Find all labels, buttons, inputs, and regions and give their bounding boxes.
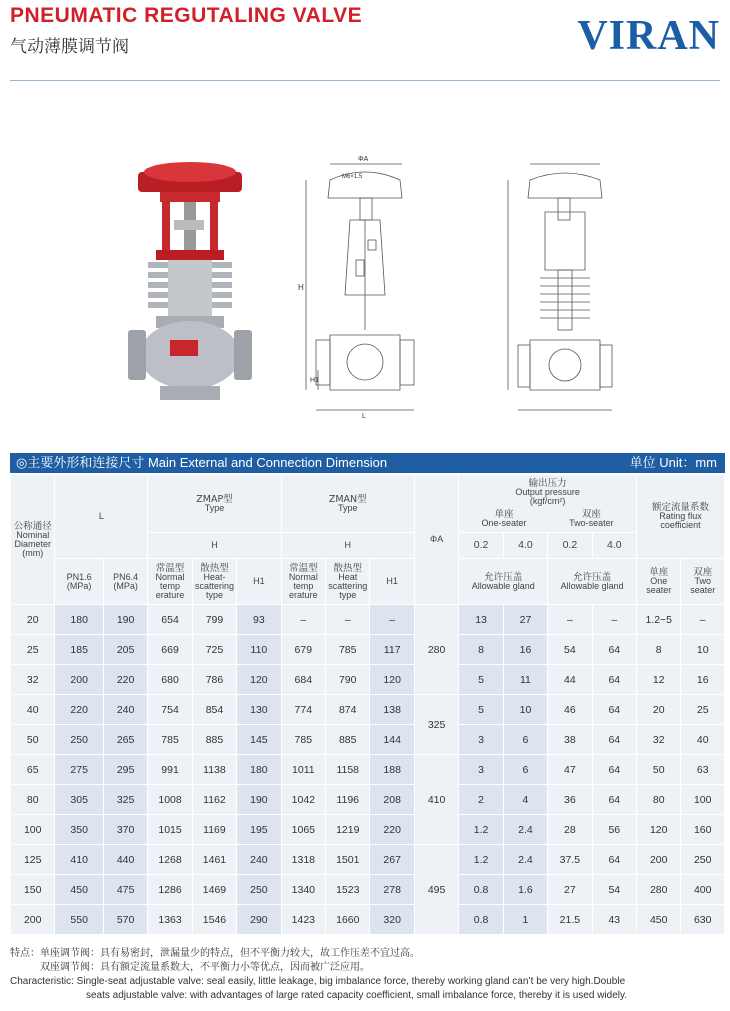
hdr-p40a: 4.0 — [503, 533, 547, 559]
table-cell: 195 — [237, 815, 281, 845]
table-cell: 854 — [192, 695, 236, 725]
hdr-zmap: ZMAP型 Type — [148, 475, 281, 533]
table-row — [11, 635, 725, 665]
table-cell: 450 — [637, 905, 681, 935]
table-cell: 280 — [637, 875, 681, 905]
table-row — [11, 725, 725, 755]
hdr-L: L — [55, 475, 148, 559]
table-cell: 25 — [681, 695, 725, 725]
brand-logo: VIRAN — [577, 13, 720, 59]
table-cell: 240 — [103, 695, 147, 725]
table-cell: 180 — [237, 755, 281, 785]
table-cell: 37.5 — [548, 845, 592, 875]
table-cell: 145 — [237, 725, 281, 755]
valve-photo — [120, 150, 260, 420]
table-cell: 1.2~5 — [637, 605, 681, 635]
table-cell: 100 — [11, 815, 55, 845]
table-cell: 150 — [11, 875, 55, 905]
table-cell: 0.8 — [459, 905, 503, 935]
table-cell: 1363 — [148, 905, 192, 935]
table-cell: 27 — [548, 875, 592, 905]
table-cell: 1011 — [281, 755, 325, 785]
table-cell: 200 — [11, 905, 55, 935]
table-cell: 669 — [148, 635, 192, 665]
table-cell: 1196 — [326, 785, 370, 815]
hdr-p02a: 0.2 — [459, 533, 503, 559]
table-cell: 27 — [503, 605, 547, 635]
table-cell: 20 — [637, 695, 681, 725]
dim-H1-label: H1 — [310, 377, 319, 384]
table-cell: 679 — [281, 635, 325, 665]
table-row — [11, 695, 725, 725]
table-cell: 130 — [237, 695, 281, 725]
table-row — [11, 875, 725, 905]
table-cell: 1660 — [326, 905, 370, 935]
table-cell: 570 — [103, 905, 147, 935]
table-cell: 1469 — [192, 875, 236, 905]
table-cell: 4 — [503, 785, 547, 815]
table-cell: 190 — [103, 605, 147, 635]
hdr-flux-one: 单座 One seater — [637, 559, 681, 605]
table-cell: 1546 — [192, 905, 236, 935]
table-cell: 50 — [11, 725, 55, 755]
table-cell: 80 — [11, 785, 55, 815]
table-cell: 320 — [370, 905, 414, 935]
table-cell: 40 — [11, 695, 55, 725]
table-cell: 220 — [55, 695, 103, 725]
table-cell: 63 — [681, 755, 725, 785]
table-cell: 295 — [103, 755, 147, 785]
hdr-p02b: 0.2 — [548, 533, 592, 559]
table-cell: 205 — [103, 635, 147, 665]
table-cell: 16 — [503, 635, 547, 665]
table-cell: 1158 — [326, 755, 370, 785]
table-cell: 20 — [11, 605, 55, 635]
table-cell: 144 — [370, 725, 414, 755]
hdr-zmap-H: H — [148, 533, 281, 559]
table-cell: 50 — [637, 755, 681, 785]
characteristic-notes — [10, 947, 627, 1003]
table-cell: 475 — [103, 875, 147, 905]
table-cell: – — [370, 605, 414, 635]
table-cell: 1268 — [148, 845, 192, 875]
table-cell: 1.2 — [459, 815, 503, 845]
table-cell: 278 — [370, 875, 414, 905]
table-cell: 32 — [637, 725, 681, 755]
table-cell: 1318 — [281, 845, 325, 875]
table-cell: 200 — [637, 845, 681, 875]
table-cell: 250 — [237, 875, 281, 905]
table-cell: 117 — [370, 635, 414, 665]
hdr-zman-H: H — [281, 533, 414, 559]
phiA-cell: 410 — [414, 755, 458, 845]
table-cell: 450 — [55, 875, 103, 905]
table-row — [11, 665, 725, 695]
table-cell: 1501 — [326, 845, 370, 875]
table-cell: 10 — [681, 635, 725, 665]
note-cn-1: 特点：单座调节阀：具有易密封，泄漏量少的特点，但不平衡力较大，故工作压差不宜过高。 — [10, 948, 420, 959]
table-unit: 单位 Unit：mm — [629, 455, 717, 470]
table-cell: 1138 — [192, 755, 236, 785]
table-cell: 684 — [281, 665, 325, 695]
table-cell: 64 — [592, 695, 636, 725]
title-en: PNEUMATIC REGUTALING VALVE — [10, 4, 363, 27]
table-cell: 38 — [548, 725, 592, 755]
table-cell: 93 — [237, 605, 281, 635]
table-cell: 44 — [548, 665, 592, 695]
table-banner — [10, 453, 725, 473]
hdr-pn16: PN1.6 (MPa) — [55, 559, 103, 605]
table-cell: 220 — [370, 815, 414, 845]
table-row — [11, 785, 725, 815]
title-cn: 气动薄膜调节阀 — [10, 37, 129, 57]
hdr-flux: 额定流量系数 Rating flux coefficient — [637, 475, 725, 559]
hdr-two-seat-cn: 双座 — [581, 509, 601, 520]
hdr-zman-normal: 常温型 Normal temp erature — [281, 559, 325, 605]
table-cell: 64 — [592, 635, 636, 665]
table-cell: 138 — [370, 695, 414, 725]
table-cell: 275 — [55, 755, 103, 785]
table-cell: 885 — [192, 725, 236, 755]
table-cell: 2.4 — [503, 845, 547, 875]
table-cell: 325 — [103, 785, 147, 815]
table-cell: 185 — [55, 635, 103, 665]
hdr-gland-b: 允许压盖 Allowable gland — [548, 559, 637, 605]
table-cell: 1.2 — [459, 845, 503, 875]
table-cell: 40 — [681, 725, 725, 755]
table-cell: 6 — [503, 755, 547, 785]
table-cell: 32 — [11, 665, 55, 695]
table-cell: 267 — [370, 845, 414, 875]
hdr-one-seat-en: One-seater — [481, 518, 527, 528]
table-cell: 3 — [459, 755, 503, 785]
table-cell: 56 — [592, 815, 636, 845]
hdr-flux-two: 双座 Two seater — [681, 559, 725, 605]
table-cell: 240 — [237, 845, 281, 875]
table-row — [11, 845, 725, 875]
table-cell: 799 — [192, 605, 236, 635]
table-cell: 2 — [459, 785, 503, 815]
hdr-zmap-heat: 散热型 Heat- scattering type — [192, 559, 236, 605]
dimension-table — [10, 474, 725, 935]
table-cell: 12 — [637, 665, 681, 695]
table-cell: 2.4 — [503, 815, 547, 845]
hdr-zman-heat: 散热型 Heat scattering type — [326, 559, 370, 605]
table-cell: 1461 — [192, 845, 236, 875]
table-cell: 65 — [11, 755, 55, 785]
table-cell: 208 — [370, 785, 414, 815]
table-cell: 160 — [681, 815, 725, 845]
table-cell: 1169 — [192, 815, 236, 845]
hdr-output-pressure: 输出压力 Output pressure (kgf/cm²) 单座 One-seater 双座 Two-seater — [459, 475, 637, 533]
table-cell: 10 — [503, 695, 547, 725]
table-cell: 180 — [55, 605, 103, 635]
table-cell: 64 — [592, 845, 636, 875]
table-cell: 1042 — [281, 785, 325, 815]
table-cell: 188 — [370, 755, 414, 785]
table-row — [11, 755, 725, 785]
phiA-cell: 325 — [414, 695, 458, 755]
table-cell: 305 — [55, 785, 103, 815]
zman-dimension-drawing — [500, 150, 630, 420]
hdr-zman-H1: H1 — [370, 559, 414, 605]
table-cell: 1219 — [326, 815, 370, 845]
hdr-zmap-H1: H1 — [237, 559, 281, 605]
table-cell: 440 — [103, 845, 147, 875]
table-cell: 774 — [281, 695, 325, 725]
phiA-cell: 495 — [414, 845, 458, 935]
table-cell: 1523 — [326, 875, 370, 905]
table-cell: 1.6 — [503, 875, 547, 905]
table-cell: 125 — [11, 845, 55, 875]
table-cell: 654 — [148, 605, 192, 635]
table-cell: 1015 — [148, 815, 192, 845]
table-cell: 785 — [148, 725, 192, 755]
table-cell: 8 — [637, 635, 681, 665]
table-cell: 64 — [592, 755, 636, 785]
table-body — [11, 605, 725, 935]
table-cell: 725 — [192, 635, 236, 665]
table-cell: 80 — [637, 785, 681, 815]
table-cell: 1340 — [281, 875, 325, 905]
table-cell: 350 — [55, 815, 103, 845]
dim-phiA-label: ΦA — [358, 156, 369, 163]
table-cell: 64 — [592, 785, 636, 815]
table-cell: 885 — [326, 725, 370, 755]
table-cell: 1162 — [192, 785, 236, 815]
zmap-dimension-drawing — [290, 150, 440, 420]
table-cell: 5 — [459, 695, 503, 725]
table-cell: 1065 — [281, 815, 325, 845]
table-cell: 190 — [237, 785, 281, 815]
table-cell: 785 — [326, 635, 370, 665]
table-cell: 6 — [503, 725, 547, 755]
table-cell: 0.8 — [459, 875, 503, 905]
table-cell: – — [592, 605, 636, 635]
table-cell: 25 — [11, 635, 55, 665]
table-cell: 786 — [192, 665, 236, 695]
table-cell: 630 — [681, 905, 725, 935]
table-cell: 400 — [681, 875, 725, 905]
hdr-two-seat-en: Two-seater — [569, 518, 614, 528]
table-cell: 100 — [681, 785, 725, 815]
table-cell: 120 — [370, 665, 414, 695]
table-cell: – — [281, 605, 325, 635]
table-cell: – — [681, 605, 725, 635]
table-banner-title: ◎主要外形和连接尺寸 Main External and Connection Dimension — [16, 455, 388, 470]
table-cell: 21.5 — [548, 905, 592, 935]
table-cell: 120 — [237, 665, 281, 695]
table-cell: – — [326, 605, 370, 635]
table-cell: 1008 — [148, 785, 192, 815]
table-cell: 3 — [459, 725, 503, 755]
table-cell: 47 — [548, 755, 592, 785]
table-cell: 220 — [103, 665, 147, 695]
table-cell: – — [548, 605, 592, 635]
table-cell: 64 — [592, 665, 636, 695]
table-cell: 200 — [55, 665, 103, 695]
table-cell: 991 — [148, 755, 192, 785]
note-en-1: Characteristic: Single-seat adjustable valve: seal easily, little leakage, big imbalance force, thereby working gland can’t be very high.Double — [10, 976, 626, 987]
table-cell: 290 — [237, 905, 281, 935]
hdr-one-seat-cn: 单座 — [494, 509, 514, 520]
hdr-gland-a: 允许压盖 Allowable gland — [459, 559, 548, 605]
dim-H-label: H — [298, 283, 304, 292]
table-cell: 1 — [503, 905, 547, 935]
table-cell: 1286 — [148, 875, 192, 905]
header-divider — [10, 80, 720, 81]
hdr-phiA: ΦA — [414, 475, 458, 605]
table-cell: 754 — [148, 695, 192, 725]
table-cell: 874 — [326, 695, 370, 725]
hdr-pn64: PN6.4 (MPa) — [103, 559, 147, 605]
table-row — [11, 905, 725, 935]
table-cell: 110 — [237, 635, 281, 665]
table-cell: 16 — [681, 665, 725, 695]
table-cell: 250 — [55, 725, 103, 755]
table-cell: 54 — [592, 875, 636, 905]
phiA-cell: 280 — [414, 605, 458, 695]
table-cell: 46 — [548, 695, 592, 725]
table-cell: 64 — [592, 725, 636, 755]
table-cell: 120 — [637, 815, 681, 845]
note-cn-2: 双座调节阀：具有额定流量系数大，不平衡力小等优点，因而被广泛应用。 — [40, 962, 370, 973]
table-row — [11, 605, 725, 635]
note-en-2: seats adjustable valve: with advantages of large rated capacity coefficient, small imbalance force, thereby it is used widely. — [86, 990, 628, 1001]
table-cell: 13 — [459, 605, 503, 635]
table-cell: 43 — [592, 905, 636, 935]
table-cell: 785 — [281, 725, 325, 755]
hdr-zmap-normal: 常温型 Normal temp erature — [148, 559, 192, 605]
table-cell: 1423 — [281, 905, 325, 935]
table-cell: 36 — [548, 785, 592, 815]
table-cell: 370 — [103, 815, 147, 845]
table-cell: 54 — [548, 635, 592, 665]
table-cell: 5 — [459, 665, 503, 695]
table-cell: 11 — [503, 665, 547, 695]
table-cell: 250 — [681, 845, 725, 875]
dim-m6-label: M6×1.5 — [342, 174, 363, 180]
hdr-nominal: 公称通径 Nominal Diameter (mm) — [11, 475, 55, 605]
table-cell: 265 — [103, 725, 147, 755]
table-cell: 8 — [459, 635, 503, 665]
table-row — [11, 815, 725, 845]
table-cell: 550 — [55, 905, 103, 935]
table-cell: 410 — [55, 845, 103, 875]
table-cell: 28 — [548, 815, 592, 845]
dim-L-label: L — [362, 413, 366, 420]
hdr-p40b: 4.0 — [592, 533, 636, 559]
table-cell: 680 — [148, 665, 192, 695]
hdr-zman: ZMAN型 Type — [281, 475, 414, 533]
table-cell: 790 — [326, 665, 370, 695]
